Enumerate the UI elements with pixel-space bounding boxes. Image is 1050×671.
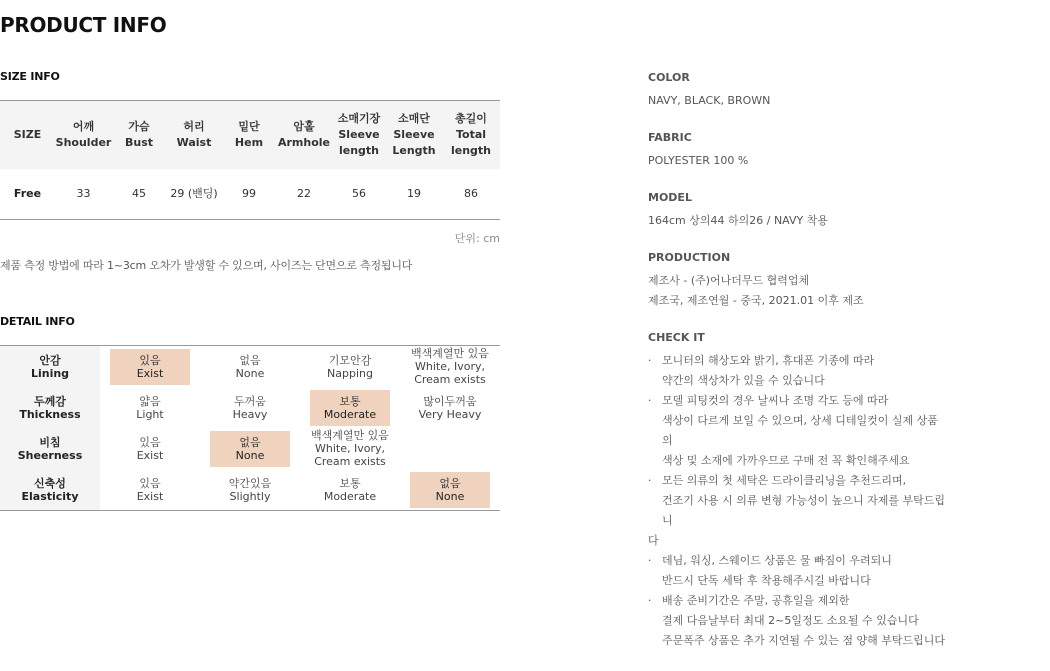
production-info bbox=[648, 251, 948, 311]
detail-option-line: Cream exists bbox=[314, 455, 386, 468]
size-value-cell: 29 (밴딩) bbox=[170, 187, 218, 200]
detail-row bbox=[0, 428, 500, 469]
detail-label-line: 신축성 bbox=[34, 476, 66, 490]
detail-option-line: Napping bbox=[327, 366, 373, 380]
detail-option-line: None bbox=[235, 366, 265, 380]
detail-option-cell bbox=[200, 387, 300, 428]
detail-option-cell bbox=[400, 346, 500, 388]
check-item-text: 색상 및 소재에 가까우므로 구매 전 꼭 확인해주세요 bbox=[662, 454, 910, 467]
size-header-line: 소매기장 bbox=[337, 112, 381, 125]
size-header-line: 밑단 bbox=[238, 120, 260, 133]
detail-label-line: 안감 bbox=[39, 353, 61, 367]
detail-option-cell bbox=[400, 428, 500, 469]
check-label: CHECK IT bbox=[648, 331, 705, 344]
detail-option-line: None bbox=[435, 489, 465, 503]
size-header-line: 허리 bbox=[183, 120, 205, 133]
production-line: 제조국, 제조연월 - 중국, 2021.01 이후 제조 bbox=[648, 294, 864, 307]
size-header-line: 가슴 bbox=[128, 120, 150, 133]
size-value-cell: 19 bbox=[407, 187, 421, 200]
model-value: 164cm 상의44 하의26 / NAVY 착용 bbox=[648, 214, 828, 227]
size-header-cell bbox=[112, 101, 166, 170]
size-value-cell: Free bbox=[13, 187, 42, 200]
detail-option bbox=[410, 390, 490, 426]
check-info bbox=[648, 331, 948, 651]
detail-option-cell bbox=[400, 387, 500, 428]
detail-option-line: 있음 bbox=[139, 476, 161, 490]
detail-label-line: Elasticity bbox=[21, 489, 79, 503]
detail-option-cell bbox=[300, 346, 400, 388]
size-header-line: length bbox=[450, 144, 492, 157]
detail-option-line: 약간있음 bbox=[228, 476, 272, 490]
size-value-row bbox=[0, 169, 500, 220]
size-header-line: 소매단 bbox=[398, 112, 430, 125]
check-item-line bbox=[648, 531, 948, 551]
detail-option-line: Exist bbox=[136, 489, 164, 503]
detail-option-cell bbox=[100, 346, 200, 388]
selected-option bbox=[110, 349, 190, 385]
detail-option bbox=[310, 349, 390, 385]
size-header-line: length bbox=[338, 144, 380, 157]
check-item-text: 건조기 사용 시 의류 변형 가능성이 높으니 자제를 부탁드립니 bbox=[662, 494, 945, 527]
size-header-cell bbox=[276, 101, 332, 170]
check-item-line bbox=[648, 611, 948, 631]
model-info bbox=[648, 191, 948, 231]
check-item-text: 결제 다음날부터 최대 2~5일정도 소요될 수 있습니다 bbox=[662, 614, 919, 627]
selected-option bbox=[310, 390, 390, 426]
size-header-line: Armhole bbox=[277, 136, 331, 149]
color-info bbox=[648, 71, 948, 111]
size-header-line: SIZE bbox=[13, 128, 42, 141]
detail-option-line: Heavy bbox=[232, 407, 268, 421]
detail-option-cell bbox=[200, 469, 300, 511]
detail-row bbox=[0, 469, 500, 511]
detail-info-title: DETAIL INFO bbox=[0, 315, 75, 328]
detail-option-line: Exist bbox=[136, 448, 164, 462]
detail-label-line: 두께감 bbox=[34, 394, 66, 408]
color-label: COLOR bbox=[648, 71, 690, 84]
size-header-line: Bust bbox=[124, 136, 154, 149]
detail-option-line: 기모안감 bbox=[328, 353, 372, 367]
check-item-text: 모니터의 해상도와 밝기, 휴대폰 기종에 따라 bbox=[662, 354, 875, 367]
product-info-panel bbox=[648, 71, 948, 671]
size-header-cell bbox=[166, 101, 222, 170]
size-header-line: Sleeve bbox=[338, 128, 380, 141]
detail-option-line: Exist bbox=[136, 366, 164, 380]
size-value-cell: 86 bbox=[464, 187, 478, 200]
check-item-line bbox=[648, 491, 948, 531]
check-item-text: 색상이 다르게 보일 수 있으며, 상세 디테일컷이 실제 상품의 bbox=[662, 414, 938, 447]
detail-row-label bbox=[0, 469, 100, 511]
size-header-cell bbox=[442, 101, 500, 170]
detail-row bbox=[0, 387, 500, 428]
check-item-line bbox=[648, 571, 948, 591]
detail-option-cell bbox=[200, 428, 300, 469]
size-header-line: Hem bbox=[234, 136, 264, 149]
size-header-cell bbox=[55, 101, 112, 170]
size-header-line: Sleeve bbox=[393, 128, 435, 141]
fabric-value: POLYESTER 100 % bbox=[648, 154, 749, 167]
detail-option-line: Moderate bbox=[323, 407, 377, 421]
detail-option-line: 있음 bbox=[139, 353, 161, 367]
detail-option-line: 보통 bbox=[339, 476, 361, 490]
detail-option bbox=[210, 349, 290, 385]
size-header-line: Total bbox=[455, 128, 487, 141]
size-header-line: Length bbox=[392, 144, 436, 157]
detail-option-line: Cream exists bbox=[414, 373, 486, 386]
detail-option-line: 있음 bbox=[139, 435, 161, 449]
detail-option-line: 얇음 bbox=[139, 394, 161, 408]
detail-option-line: Moderate bbox=[323, 489, 377, 503]
detail-option-line: 많이두꺼움 bbox=[423, 394, 477, 408]
detail-option-line: 없음 bbox=[239, 353, 261, 367]
detail-option-cell bbox=[100, 387, 200, 428]
detail-option bbox=[210, 472, 290, 508]
detail-option-line: White, Ivory, bbox=[415, 360, 485, 373]
size-value-cell: 33 bbox=[76, 187, 91, 200]
detail-option-line: 백색계열만 있음 bbox=[311, 429, 389, 442]
detail-row-label bbox=[0, 387, 100, 428]
detail-option-cell bbox=[200, 346, 300, 388]
measurement-note: 제품 측정 방법에 따라 1~3cm 오차가 발생할 수 있으며, 사이즈는 단면으로 측정됩니다 bbox=[0, 259, 413, 272]
check-item-text: 배송 준비기간은 주말, 공휴일을 제외한 bbox=[662, 594, 850, 607]
detail-option-cell bbox=[400, 469, 500, 511]
color-value: NAVY, BLACK, BROWN bbox=[648, 94, 771, 107]
check-item-line bbox=[648, 371, 948, 391]
detail-row bbox=[0, 346, 500, 388]
size-table bbox=[0, 100, 500, 220]
check-list bbox=[648, 351, 948, 651]
detail-option bbox=[310, 472, 390, 508]
check-item-line bbox=[648, 551, 948, 571]
detail-option bbox=[210, 390, 290, 426]
fabric-info bbox=[648, 131, 948, 171]
detail-row-label bbox=[0, 428, 100, 469]
detail-label-line: 비침 bbox=[39, 435, 61, 449]
check-item-text: 약간의 색상차가 있을 수 있습니다 bbox=[662, 374, 825, 387]
size-header-line: 암홀 bbox=[293, 120, 315, 133]
detail-option-cell bbox=[100, 469, 200, 511]
size-header-line: Shoulder bbox=[55, 136, 112, 149]
selected-option bbox=[410, 472, 490, 508]
check-item-text: 다 bbox=[648, 534, 659, 547]
detail-option bbox=[110, 472, 190, 508]
size-header-cell bbox=[0, 101, 55, 170]
model-label: MODEL bbox=[648, 191, 692, 204]
detail-option-line: 두꺼움 bbox=[234, 394, 266, 408]
fabric-label: FABRIC bbox=[648, 131, 692, 144]
check-item-line bbox=[648, 411, 948, 451]
check-item-line bbox=[648, 471, 948, 491]
check-item-line bbox=[648, 451, 948, 471]
size-header-row bbox=[0, 101, 500, 170]
check-item-line bbox=[648, 391, 948, 411]
check-item-line bbox=[648, 591, 948, 611]
detail-label-line: Thickness bbox=[19, 407, 81, 421]
detail-option bbox=[310, 431, 390, 467]
size-info-title: SIZE INFO bbox=[0, 70, 60, 83]
detail-table bbox=[0, 345, 500, 511]
check-item-text: 데님, 워싱, 스웨이드 상품은 물 빠짐이 우려되니 bbox=[662, 554, 892, 567]
detail-option-line: None bbox=[235, 448, 265, 462]
unit-note: 단위: cm bbox=[454, 232, 500, 245]
size-header-line: 어깨 bbox=[72, 120, 95, 133]
detail-option bbox=[110, 431, 190, 467]
detail-option bbox=[110, 390, 190, 426]
production-line: 제조사 - (주)어나더무드 협력업체 bbox=[648, 274, 810, 287]
size-value-cell: 56 bbox=[352, 187, 366, 200]
detail-option-cell bbox=[300, 469, 400, 511]
size-value-cell: 22 bbox=[297, 187, 311, 200]
size-header-cell bbox=[332, 101, 386, 170]
size-header-line: 총길이 bbox=[455, 112, 487, 125]
detail-option-line: White, Ivory, bbox=[315, 442, 385, 455]
detail-option-cell bbox=[300, 387, 400, 428]
detail-option-line: 보통 bbox=[339, 394, 361, 408]
size-value-cell: 45 bbox=[132, 187, 146, 200]
detail-option-line: 없음 bbox=[239, 435, 261, 449]
detail-option-cell bbox=[300, 428, 400, 469]
size-header-line: Waist bbox=[176, 136, 212, 149]
detail-label-line: Sheerness bbox=[17, 448, 83, 462]
size-value-cell: 99 bbox=[242, 187, 256, 200]
detail-option-line: Very Heavy bbox=[418, 407, 482, 421]
page-title: PRODUCT INFO bbox=[0, 13, 167, 37]
detail-option-cell bbox=[100, 428, 200, 469]
detail-option-line: 백색계열만 있음 bbox=[411, 347, 489, 360]
detail-option bbox=[410, 349, 490, 385]
size-header-cell bbox=[222, 101, 276, 170]
check-item-text: 주문폭주 상품은 추가 지연될 수 있는 점 양해 부탁드립니다 bbox=[662, 634, 945, 647]
detail-option bbox=[410, 431, 490, 467]
check-item-text: 모델 피팅컷의 경우 날씨나 조명 각도 등에 따라 bbox=[662, 394, 889, 407]
check-item-line bbox=[648, 351, 948, 371]
detail-label-line: Lining bbox=[30, 366, 70, 380]
check-item-text: 반드시 단독 세탁 후 착용해주시길 바랍니다 bbox=[662, 574, 871, 587]
detail-option-line: Light bbox=[136, 407, 164, 421]
production-label: PRODUCTION bbox=[648, 251, 731, 264]
detail-row-label bbox=[0, 346, 100, 388]
check-item-line bbox=[648, 631, 948, 651]
check-item-text: 모든 의류의 첫 세탁은 드라이클리닝을 추천드리며, bbox=[662, 474, 907, 487]
size-header-cell bbox=[386, 101, 442, 170]
selected-option bbox=[210, 431, 290, 467]
detail-option-line: 없음 bbox=[439, 476, 461, 490]
detail-option-line: Slightly bbox=[229, 489, 271, 503]
